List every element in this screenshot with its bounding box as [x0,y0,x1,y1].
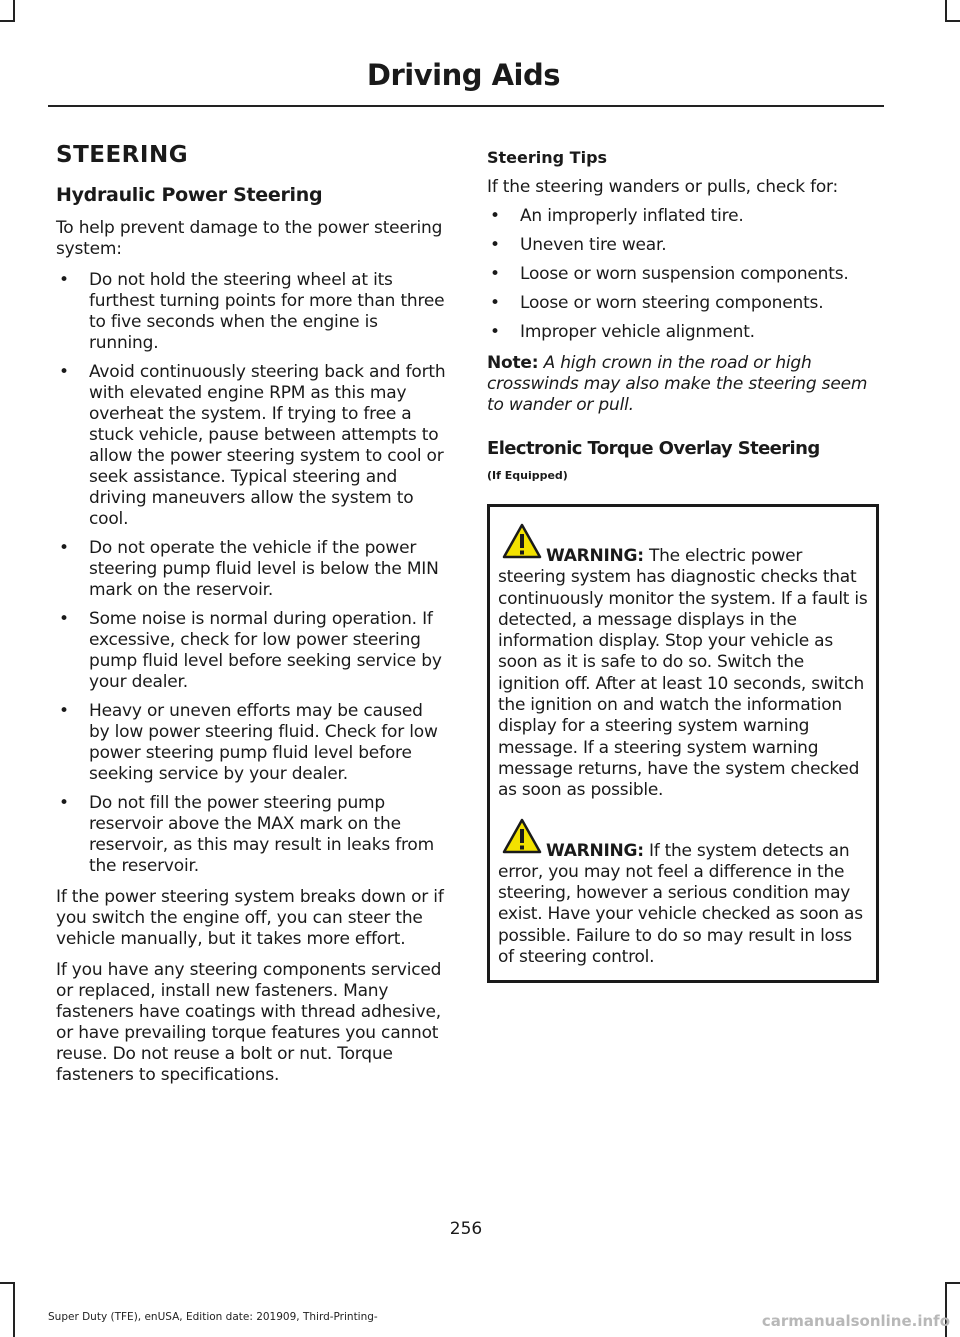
header-divider [48,105,884,107]
warning-label: WARNING: [546,840,644,861]
list-item-text: An improperly inflated tire. [520,206,744,226]
list-item [487,322,879,343]
etos-title: Electronic Torque Overlay Steering [487,438,820,459]
list-item [56,793,448,877]
warning-triangle-icon [502,523,542,559]
steering-tips-intro: If the steering wanders or pulls, check for: [487,177,839,197]
crop-mark-bottom-left-h [0,1282,15,1284]
warning-text: The electric power steering system has diagnostic checks that continuously monitor the system. If a fault is detected, a message displays in the information display. Stop your vehicle as soon as it is safe to do so. Switch the ignition off. After at least 10 seconds, switch the ignition on and watch the information display for a steering system warning message. If a steering system warning message returns, have the system checked as soon as possible. [498,546,868,801]
steering-tips-list [487,206,879,343]
list-item-text: Improper vehicle alignment. [520,322,755,342]
list-item-text: Do not hold the steering wheel at its furthest turning points for more than three to five seconds when the engine is running. [89,270,445,353]
list-item [56,362,448,530]
list-item [487,235,879,256]
left-column [56,142,448,1096]
crop-mark-top-left-h [0,20,15,22]
manual-steering-paragraph: If the power steering system breaks down or if you switch the engine off, you can steer the vehicle manually, but it takes more effort. [56,887,444,949]
list-item-text: Do not fill the power steering pump reservoir above the MAX mark on the reservoir, as this may result in leaks from the reservoir. [89,793,434,876]
right-column [487,142,879,983]
crop-mark-top-right-v [945,0,947,22]
steering-tips-title: Steering Tips [487,148,608,167]
note-paragraph [487,353,879,416]
bullet-icon: • [59,362,69,382]
note-label: Note: [487,353,539,373]
crop-mark-top-left-v [13,0,15,22]
list-item-text: Some noise is normal during operation. If excessive, check for low power steering pump fluid level before seeking service by your dealer. [89,609,442,692]
subsection-title: Hydraulic Power Steering [56,184,323,206]
list-item [56,609,448,693]
bullet-icon: • [59,609,69,629]
bullet-icon: • [59,701,69,721]
list-item [56,701,448,785]
bullet-icon: • [490,293,500,313]
page-header-title: Driving Aids [366,58,560,92]
intro-paragraph: To help prevent damage to the power steering system: [56,218,443,259]
bullet-icon: • [490,235,500,255]
warning-paragraph [498,824,868,969]
bullet-icon: • [59,538,69,558]
warning-triangle-icon [502,818,542,854]
warning-paragraph [498,529,868,802]
list-item-text: Do not operate the vehicle if the power steering pump fluid level is below the MIN mark on the reservoir. [89,538,439,600]
list-item-text: Heavy or uneven efforts may be caused by low power steering fluid. Check for low power steering pump fluid level before seeking service by your dealer. [89,701,438,784]
steering-precautions-list [56,270,448,877]
list-item-text: Loose or worn steering components. [520,293,824,313]
section-title: STEERING [56,142,189,168]
bullet-icon: • [59,270,69,290]
warning-label: WARNING: [546,546,644,566]
bullet-icon: • [490,322,500,342]
list-item-text: Avoid continuously steering back and forth with elevated engine RPM as this may overheat the system. If trying to free a stuck vehicle, pause between attempts to allow the power steering system to cool or seek assistance. Typical steering and driving maneuvers allow the system to cool. [89,362,446,529]
list-item [487,206,879,227]
list-item [56,538,448,601]
bullet-icon: • [490,206,500,226]
fasteners-paragraph: If you have any steering components serviced or replaced, install new fasteners. Many fasteners have coatings with thread adhesive, or have prevailing torque features you cannot reuse. Do not reuse a bolt or nut. Torque fasteners to specifications. [56,960,442,1085]
warning-text: If the system detects an error, you may not feel a difference in the steering, however a serious condition may exist. Have your vehicle checked as soon as possible. Failure to do so may result in loss of steering control. [498,840,863,968]
watermark: carmanualsonline.info [761,1312,950,1330]
if-equipped-label: (If Equipped) [487,469,568,482]
crop-mark-bottom-left-v [13,1282,15,1337]
list-item [487,293,879,314]
list-item [56,270,448,354]
note-text: A high crown in the road or high crosswinds may also make the steering seem to wander or pull. [487,353,868,415]
bullet-icon: • [59,793,69,813]
list-item-text: Loose or worn suspension components. [520,264,849,284]
footer-edition-info: Super Duty (TFE), enUSA, Edition date: 201909, Third-Printing- [48,1311,378,1323]
bullet-icon: • [490,264,500,284]
list-item-text: Uneven tire wear. [520,235,667,255]
crop-mark-top-right-h [945,20,960,22]
warning-box [487,504,879,983]
crop-mark-bottom-right-h [945,1282,960,1284]
list-item [487,264,879,285]
page-number: 256 [449,1219,483,1239]
